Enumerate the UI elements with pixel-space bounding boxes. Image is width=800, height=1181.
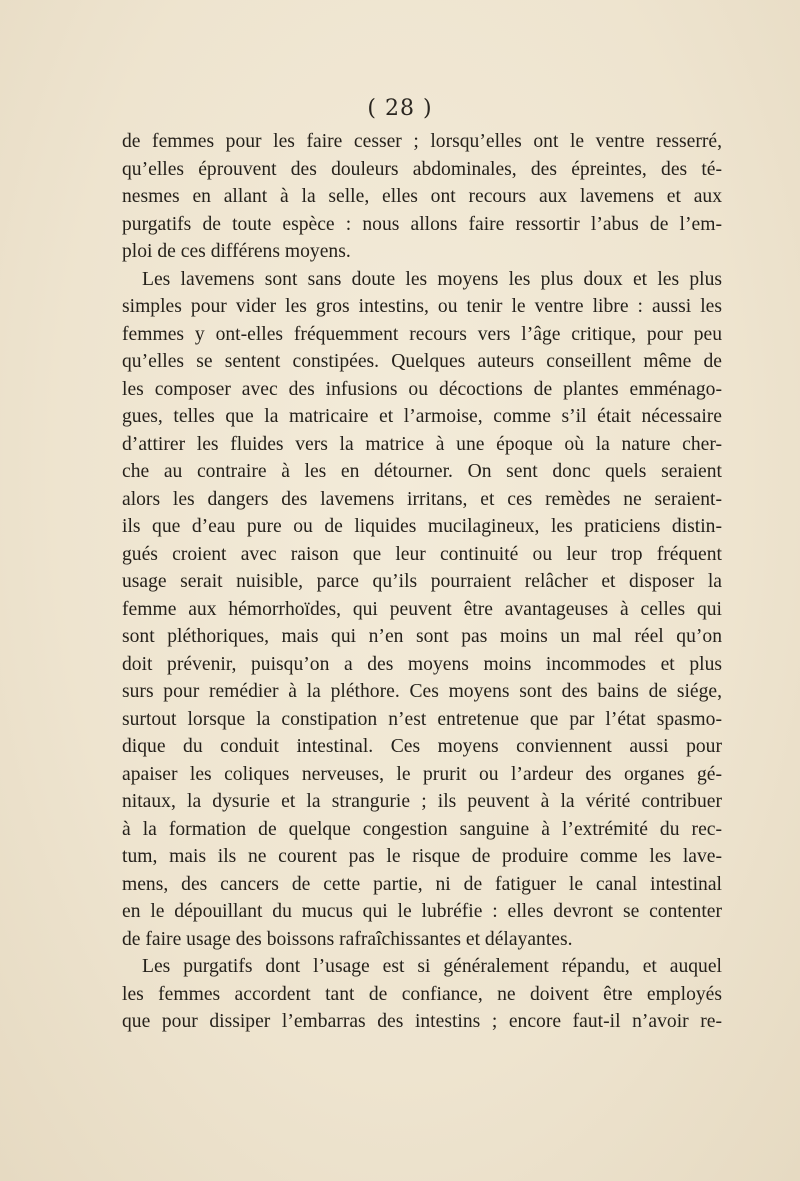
text-line: doit prévenir, puisqu’on a des moyens moins incommodes et plus [122, 653, 722, 675]
body-text [122, 128, 722, 1036]
text-line: femmes y ont-elles fréquemment recours vers l’âge critique, pour peu [122, 323, 722, 345]
text-line: femme aux hémorrhoïdes, qui peuvent être avantageuses à celles qui [122, 598, 722, 620]
text-line: tum, mais ils ne courent pas le risque de produire comme les lave- [122, 846, 722, 867]
text-line: de faire usage des boissons rafraîchissantes et délayantes. [122, 928, 573, 950]
text-line: alors les dangers des lavemens irritans, et ces remèdes ne seraient- [122, 488, 722, 510]
text-line: purgatifs de toute espèce : nous allons faire ressortir l’abus de l’em- [122, 213, 722, 235]
text-line: ils que d’eau pure ou de liquides mucilagineux, les praticiens distin- [122, 516, 722, 537]
text-line: qu’elles éprouvent des douleurs abdominales, des épreintes, des té- [122, 158, 722, 180]
page-number: ( 28 ) [367, 96, 433, 121]
text-line: nitaux, la dysurie et la strangurie ; ils peuvent à la vérité contribuer [122, 791, 722, 812]
text-line: ploi de ces différens moyens. [122, 241, 351, 262]
text-line: mens, des cancers de cette partie, ni de fatiguer le canal intestinal [122, 873, 722, 895]
text-line: sont pléthoriques, mais qui n’en sont pas moins un mal réel qu’on [122, 626, 722, 647]
text-line: surs pour remédier à la pléthore. Ces moyens sont des bains de siége, [122, 681, 722, 702]
text-line: che au contraire à les en détourner. On sent donc quels seraient [122, 461, 722, 482]
text-line: dique du conduit intestinal. Ces moyens conviennent aussi pour [122, 736, 722, 757]
text-line: gués croient avec raison que leur continuité ou leur trop fréquent [122, 543, 722, 565]
text-line: de femmes pour les faire cesser ; lorsqu’elles ont le ventre resserré, [122, 131, 722, 152]
text-line: les femmes accordent tant de confiance, ne doivent être employés [122, 983, 722, 1005]
text-line: apaiser les coliques nerveuses, le prurit ou l’ardeur des organes gé- [122, 763, 722, 785]
text-line: Les lavemens sont sans doute les moyens les plus doux et les plus [142, 268, 722, 290]
text-line: Les purgatifs dont l’usage est si généralement répandu, et auquel [142, 956, 722, 977]
text-line: surtout lorsque la constipation n’est entretenue que par l’état spasmo- [122, 708, 722, 730]
text-line: d’attirer les fluides vers la matrice à une époque où la nature cher- [122, 433, 722, 455]
text-line: qu’elles se sentent constipées. Quelques auteurs conseillent même de [122, 351, 722, 372]
text-line: les composer avec des infusions ou décoctions de plantes emménago- [122, 378, 722, 400]
text-line: nesmes en allant à la selle, elles ont recours aux lavemens et aux [122, 186, 722, 207]
text-line: que pour dissiper l’embarras des intestins ; encore faut-il n’avoir re- [122, 1011, 722, 1032]
text-line: à la formation de quelque congestion sanguine à l’extrémité du rec- [122, 818, 722, 840]
text-line: en le dépouillant du mucus qui le lubréfie : elles devront se contenter [122, 901, 722, 922]
text-line: gues, telles que la matricaire et l’armoise, comme s’il était nécessaire [122, 406, 722, 427]
text-line: simples pour vider les gros intestins, ou tenir le ventre libre : aussi les [122, 296, 722, 317]
text-line: usage serait nuisible, parce qu’ils pourraient relâcher et disposer la [122, 571, 722, 592]
